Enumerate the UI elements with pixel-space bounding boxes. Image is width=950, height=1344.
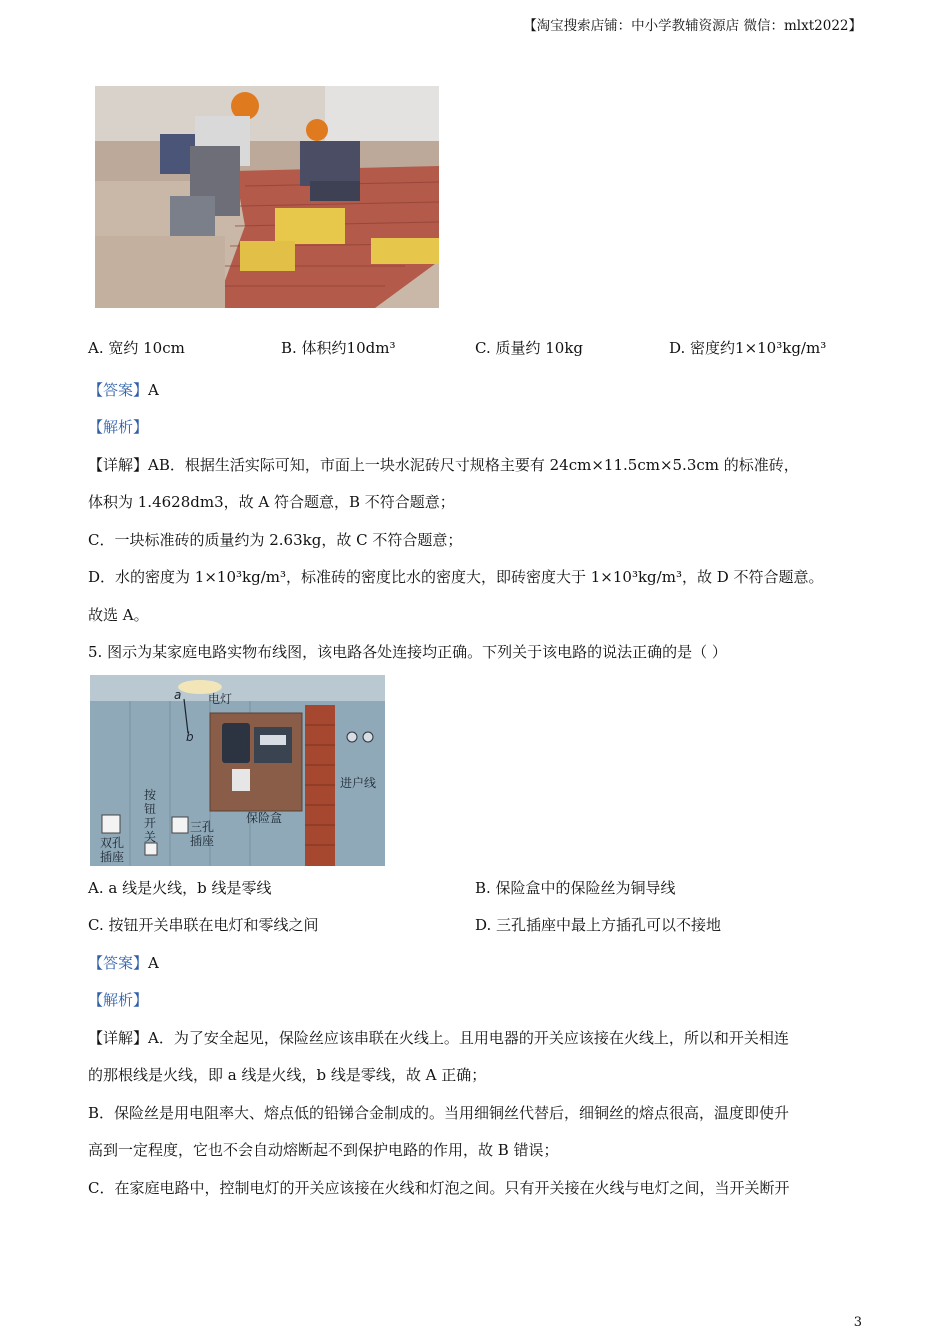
q4-detail-line-2: 体积为 1.4628dm3，故 A 符合题意，B 不符合题意； [88,493,455,511]
q5-option-b: B. 保险盒中的保险丝为铜导线 [475,879,676,897]
q4-detail-tag: 【详解】 [88,456,149,474]
fig-label-fuse-box: 保险盒 [246,811,283,825]
q5-detail-tag: 【详解】 [88,1029,149,1047]
fig-label-button-switch-4: 关 [144,830,157,844]
fig-label-a: a [174,688,182,702]
page-number: 3 [853,1315,862,1330]
q4-detail-line-4: D．水的密度为 1×10³kg/m³，标准砖的密度比水的密度大，即砖密度大于 1×10³kg/m³，故 D 不符合题意。 [88,568,824,586]
fig-label-button-switch-2: 钮 [144,802,157,816]
q4-answer-line [88,380,159,400]
q4-detail-line-3: C．一块标准砖的质量约为 2.63kg，故 C 不符合题意； [88,531,463,549]
q5-option-c: C. 按钮开关串联在电灯和零线之间 [88,916,319,934]
fig-label-button-switch-1: 按 [144,788,157,802]
brick-workers-photo [95,86,439,308]
page-header-shop: 【淘宝搜索店铺：中小学教辅资源店 微信：mlxt2022】 [523,18,862,34]
q5-detail-line-3: B．保险丝是用电阻率大、熔点低的铅锑合金制成的。当用细铜丝代替后，细铜丝的熔点很高，温度即使升 [88,1104,790,1122]
q4-detail-text-1: AB．根据生活实际可知，市面上一块水泥砖尺寸规格主要有 24cm×11.5cm×5.3cm 的标准砖， [148,456,799,474]
fig-label-three-hole-2: 插座 [190,834,215,848]
household-wiring-figure [90,675,385,866]
q4-option-c: C. 质量约 10kg [475,339,584,357]
q4-option-b: B. 体积约10dm³ [281,339,396,357]
q5-answer-value: A [148,954,159,972]
q4-answer-value: A [148,381,159,399]
q5-detail-line-1 [88,1028,789,1048]
q5-detail-line-5: C．在家庭电路中，控制电灯的开关应该接在火线和灯泡之间。只有开关接在火线与电灯之间，当开关断开 [88,1179,790,1197]
q5-detail-line-4: 高到一定程度，它也不会自动熔断起不到保护电路的作用，故 B 错误； [88,1141,559,1159]
q5-option-d: D. 三孔插座中最上方插孔可以不接地 [475,916,722,934]
q4-detail-line-1 [88,455,799,475]
q4-option-a: A. 宽约 10cm [88,339,185,357]
q5-detail-line-2: 的那根线是火线，即 a 线是火线，b 线是零线，故 A 正确； [88,1066,487,1084]
q5-answer-tag: 【答案】 [88,954,149,972]
fig-label-three-hole-1: 三孔 [190,820,215,834]
q5-detail-text-1: A．为了安全起见，保险丝应该串联在火线上。且用电器的开关应该接在火线上，所以和开关相连 [148,1029,789,1047]
fig-label-two-hole-1: 双孔 [100,836,125,850]
q5-stem: 5. 图示为某家庭电路实物布线图，该电路各处连接均正确。下列关于该电路的说法正确的是（ ） [88,643,727,661]
q5-answer-line [88,953,159,973]
q4-answer-tag: 【答案】 [88,381,149,399]
q4-detail-line-5: 故选 A。 [88,606,149,624]
fig-label-button-switch-3: 开 [144,816,157,830]
q4-option-d: D. 密度约1×10³kg/m³ [669,339,827,357]
q4-analysis-tag: 【解析】 [88,418,149,436]
q5-analysis-tag: 【解析】 [88,991,149,1009]
fig-label-two-hole-2: 插座 [100,850,125,864]
fig-label-entry: 进户线 [340,776,377,790]
fig-label-lamp: 电灯 [208,692,233,706]
q5-option-a: A. a 线是火线，b 线是零线 [88,879,272,897]
fig-label-b: b [186,730,194,744]
